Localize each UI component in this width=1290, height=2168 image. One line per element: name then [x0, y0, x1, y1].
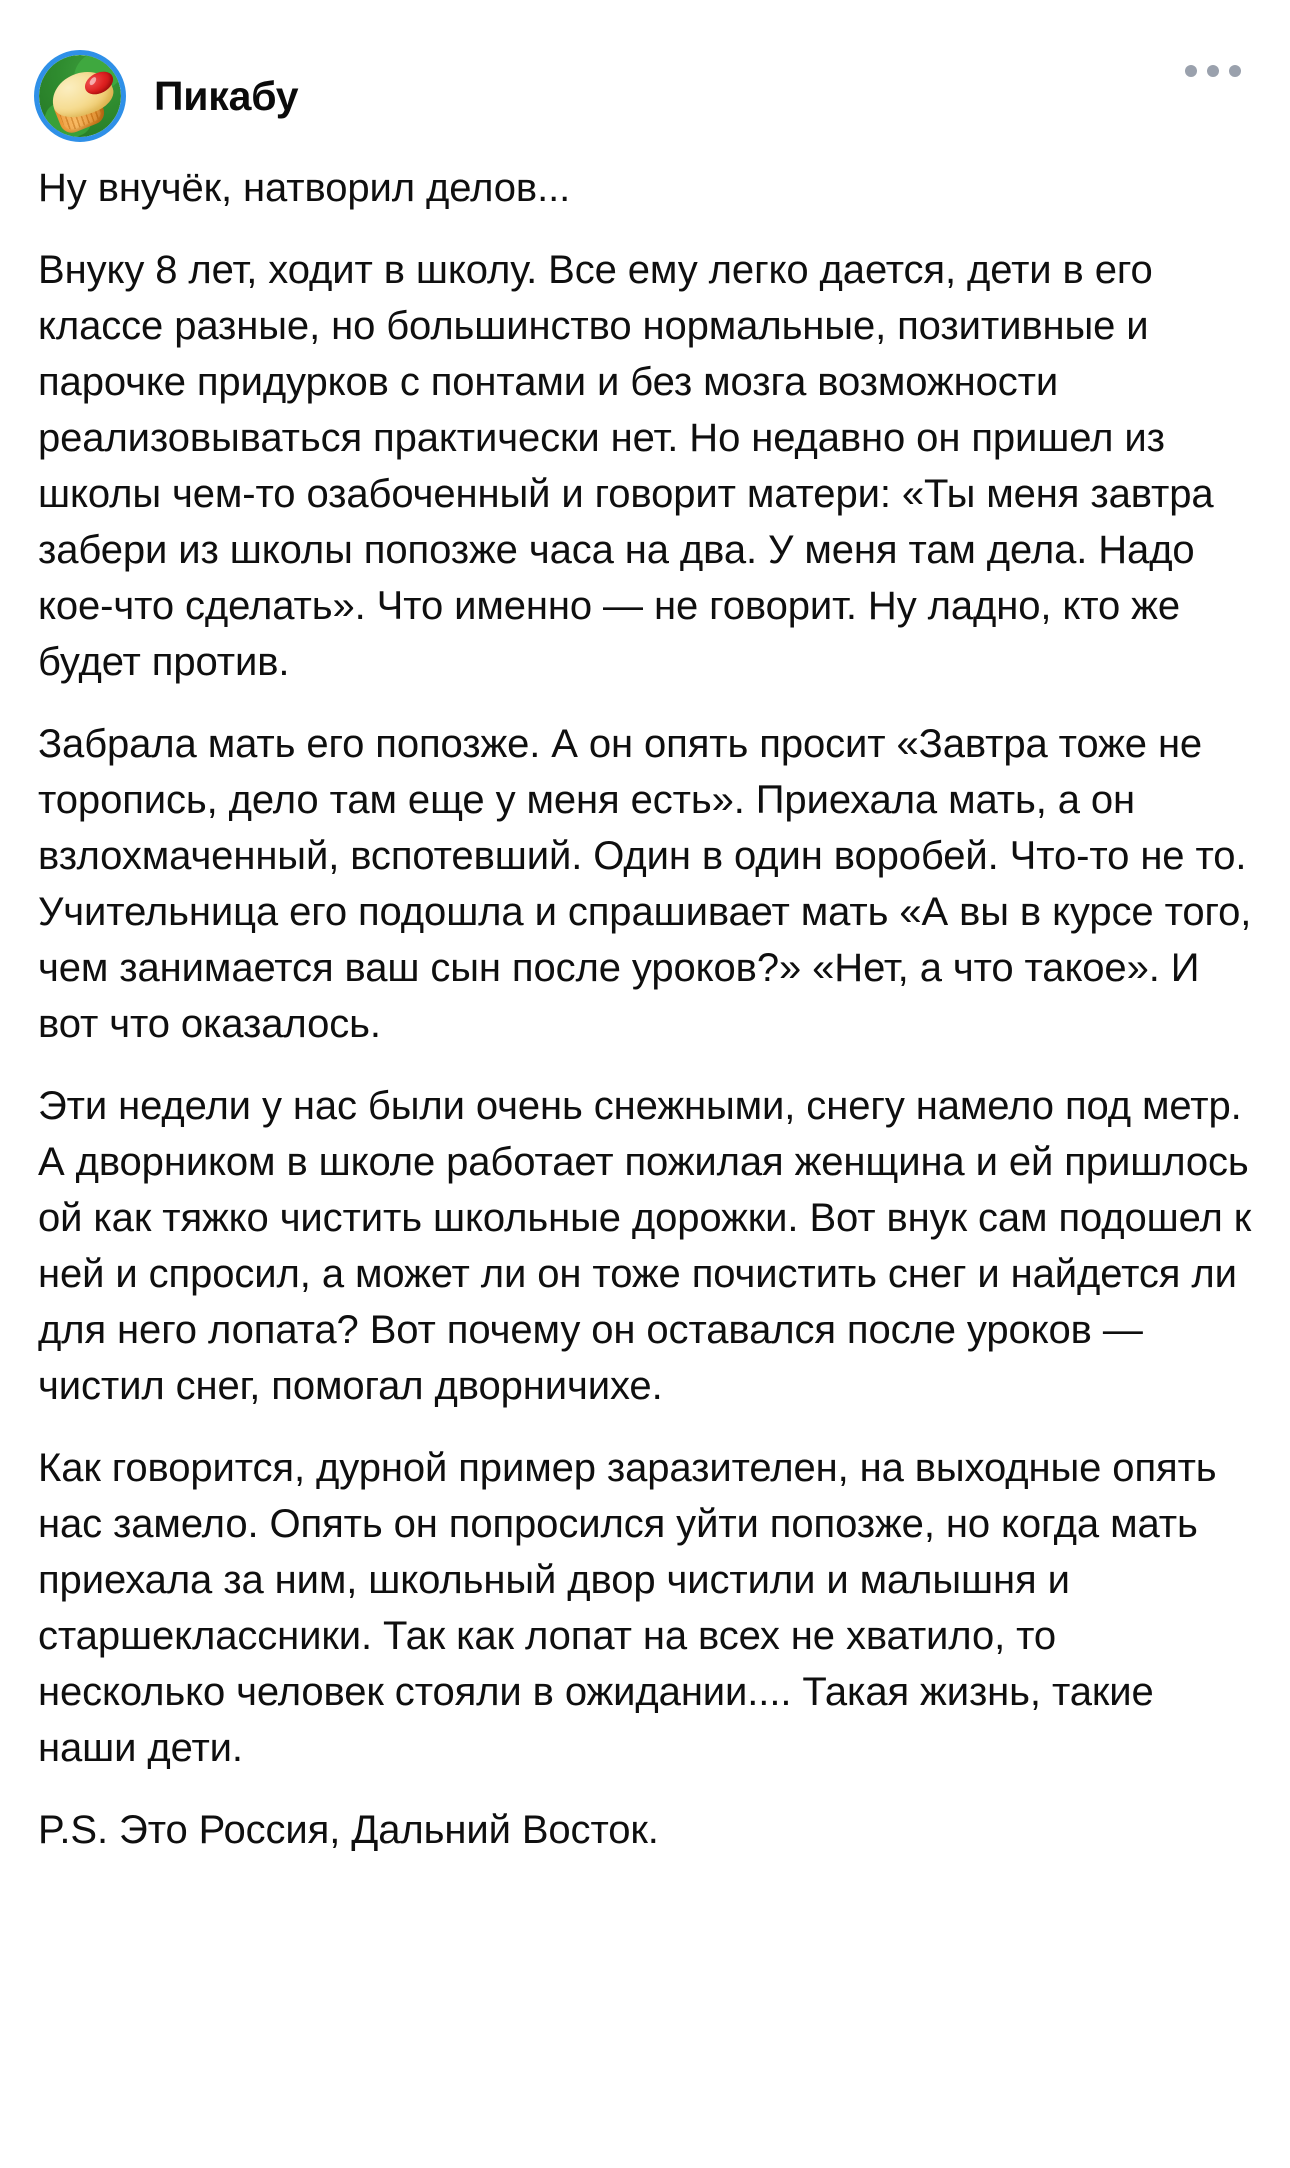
cherry-gloss	[88, 76, 97, 86]
post-title: Ну внучёк, натворил делов...	[38, 166, 571, 210]
channel-name[interactable]: Пикабу	[154, 72, 299, 119]
post-paragraph: Внуку 8 лет, ходит в школу. Все ему легко дается, дети в его классе разные, но большинство нормальные, позитивные и парочке придурков с понтами и без мозга возможности реализовываться практически нет. Но недавно он пришел из школы чем-то озабоченный и говорит матери: «Ты меня завтра забери из школы попозже часа на два. У меня там дела. Надо кое-что сделать». Что именно — не говорит. Ну ладно, кто же будет против.	[38, 248, 1225, 684]
post-paragraph: P.S. Это Россия, Дальний Восток.	[38, 1808, 659, 1852]
post-paragraph: Забрала мать его попозже. А он опять просит «Завтра тоже не торопись, дело там еще у меня есть». Приехала мать, а он взлохмаченный, вспотевший. Один в один воробей. Что-то не то. Учительница его подошла и спрашивает мать «А вы в курсе того, чем занимается ваш сын после уроков?» «Нет, а что такое». И вот что оказалось.	[38, 722, 1263, 1046]
post-paragraph: Эти недели у нас были очень снежными, снегу намело под метр. А дворником в школе работает пожилая женщина и ей пришлось ой как тяжко чистить школьные дорожки. Вот внук сам подошел к ней и спросил, а может ли он тоже почистить снег и найдется ли для него лопата? Вот почему он оставался после уроков — чистил снег, помогал дворничихе.	[38, 1084, 1263, 1408]
post-body	[0, 160, 1290, 1858]
menu-dot	[1185, 65, 1197, 77]
menu-dot	[1229, 65, 1241, 77]
channel-avatar[interactable]	[34, 50, 126, 142]
cupcake-avatar-icon	[39, 55, 121, 137]
post-paragraph: Как говорится, дурной пример заразителен, на выходные опять нас замело. Опять он попросился уйти попозже, но когда мать приехала за ним, школьный двор чистили и малышня и старшеклассники. Так как лопат на всех не хватило, то несколько человек стояли в ожидании.... Такая жизнь, такие наши дети.	[38, 1446, 1228, 1770]
post-header	[0, 0, 1290, 142]
three-dots-icon[interactable]	[1181, 57, 1245, 85]
menu-dot	[1207, 65, 1219, 77]
